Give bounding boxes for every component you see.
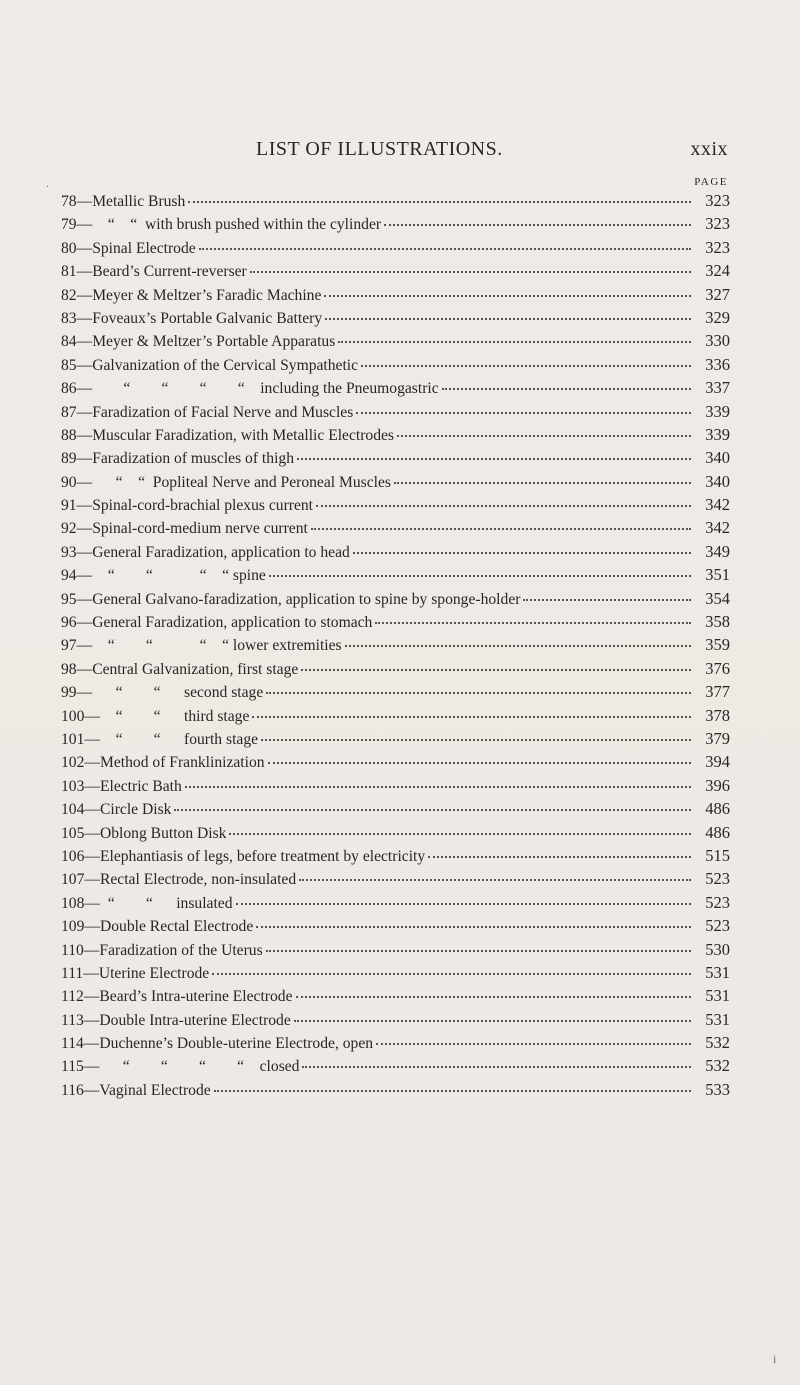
entry-page-number: 523 xyxy=(705,869,730,889)
entry-label: 112—Beard’s Intra-uterine Electrode xyxy=(61,988,293,1006)
dot-leader xyxy=(294,1020,691,1022)
list-item xyxy=(61,1080,730,1103)
entry-label: 98—Central Galvanization, first stage xyxy=(61,660,299,678)
dot-leader xyxy=(297,458,691,460)
list-item xyxy=(61,659,730,682)
entry-page-number: 337 xyxy=(705,378,730,398)
entry-page-number: 523 xyxy=(705,892,730,912)
entry-label: 86— “ “ “ “ including the Pneumogastric xyxy=(61,380,439,398)
list-item xyxy=(61,214,730,237)
entry-label: 103—Electric Bath xyxy=(61,777,182,795)
entry-label: 114—Duchenne’s Double-uterine Electrode, open xyxy=(61,1035,374,1053)
dot-leader xyxy=(299,879,691,881)
dot-leader xyxy=(353,552,691,554)
entry-label: 90— “ “ Popliteal Nerve and Peroneal Muscles xyxy=(61,473,391,491)
entry-label: 81—Beard’s Current-reverser xyxy=(61,263,247,281)
entry-label: 82—Meyer & Meltzer’s Faradic Machine xyxy=(61,286,322,304)
list-item xyxy=(61,916,730,939)
entry-label: 110—Faradization of the Uterus xyxy=(61,941,263,959)
entry-label: 111—Uterine Electrode xyxy=(61,964,210,982)
list-item xyxy=(61,448,730,471)
entry-page-number: 359 xyxy=(705,635,730,655)
entry-page-number: 515 xyxy=(705,845,730,865)
entry-page-number: 533 xyxy=(705,1079,730,1099)
entry-label: 101— “ “ fourth stage xyxy=(61,730,259,748)
entry-label: 79— “ “ with brush pushed within the cylinder xyxy=(61,216,382,234)
entry-label: 106—Elephantiasis of legs, before treatment by electricity xyxy=(61,847,426,865)
dot-leader xyxy=(394,482,691,484)
entry-page-number: 354 xyxy=(705,588,730,608)
list-item xyxy=(61,355,730,378)
dot-leader xyxy=(356,412,691,414)
entry-page-number: 342 xyxy=(705,495,730,515)
dot-leader xyxy=(375,622,691,624)
dot-leader xyxy=(296,996,692,998)
entry-page-number: 486 xyxy=(705,822,730,842)
list-item xyxy=(61,869,730,892)
entry-page-number: 339 xyxy=(705,424,730,444)
dot-leader xyxy=(212,973,691,975)
entry-page-number: 378 xyxy=(705,705,730,725)
entry-label: 105—Oblong Button Disk xyxy=(61,824,227,842)
entry-page-number: 530 xyxy=(705,939,730,959)
dot-leader xyxy=(199,248,691,250)
page-column-label: PAGE xyxy=(694,176,728,188)
dot-leader xyxy=(345,645,691,647)
entry-label: 78—Metallic Brush xyxy=(61,193,186,210)
entry-page-number: 523 xyxy=(705,916,730,936)
entry-label: 113—Double Intra-uterine Electrode xyxy=(61,1011,291,1029)
entry-page-number: 342 xyxy=(705,518,730,538)
list-item xyxy=(61,682,730,705)
entry-label: 108— “ “ insulated xyxy=(61,894,233,912)
margin-dot: . xyxy=(46,176,49,190)
entry-page-number: 377 xyxy=(705,682,730,702)
entry-page-number: 394 xyxy=(705,752,730,772)
entry-label: 97— “ “ “ “ lower extremities xyxy=(61,637,342,655)
list-item xyxy=(61,495,730,518)
entry-label: 88—Muscular Faradization, with Metallic Electrodes xyxy=(61,426,395,444)
list-item xyxy=(61,542,730,565)
list-item xyxy=(61,1033,730,1056)
entry-page-number: 531 xyxy=(705,962,730,982)
dot-leader xyxy=(188,201,691,203)
entry-label: 84—Meyer & Meltzer’s Portable Apparatus xyxy=(61,333,336,351)
entry-label: 99— “ “ second stage xyxy=(61,684,264,702)
list-item xyxy=(61,308,730,331)
dot-leader xyxy=(523,599,691,601)
list-item xyxy=(61,285,730,308)
dot-leader xyxy=(361,365,691,367)
entry-page-number: 323 xyxy=(705,191,730,210)
dot-leader xyxy=(311,528,691,530)
entry-page-number: 340 xyxy=(705,448,730,468)
list-item xyxy=(61,1010,730,1033)
entry-label: 83—Foveaux’s Portable Galvanic Battery xyxy=(61,309,323,327)
entry-page-number: 532 xyxy=(705,1033,730,1053)
entry-page-number: 531 xyxy=(705,1009,730,1029)
dot-leader xyxy=(384,224,691,226)
dot-leader xyxy=(428,856,691,858)
dot-leader xyxy=(185,786,691,788)
list-item xyxy=(61,589,730,612)
entry-label: 115— “ “ “ “ closed xyxy=(61,1058,300,1076)
dot-leader xyxy=(442,388,691,390)
entry-page-number: 323 xyxy=(705,214,730,234)
list-item xyxy=(61,378,730,401)
list-item xyxy=(61,776,730,799)
entry-label: 80—Spinal Electrode xyxy=(61,239,196,257)
dot-leader xyxy=(338,341,691,343)
list-item xyxy=(61,940,730,963)
entry-label: 100— “ “ third stage xyxy=(61,707,250,725)
list-item xyxy=(61,261,730,284)
entry-page-number: 396 xyxy=(705,775,730,795)
dot-leader xyxy=(174,809,691,811)
entry-page-number: 351 xyxy=(705,565,730,585)
entry-label: 96—General Faradization, application to stomach xyxy=(61,614,373,632)
dot-leader xyxy=(256,926,691,928)
entry-page-number: 330 xyxy=(705,331,730,351)
list-item xyxy=(61,846,730,869)
entry-page-number: 324 xyxy=(705,261,730,281)
dot-leader xyxy=(301,669,691,671)
entry-page-number: 349 xyxy=(705,541,730,561)
list-item xyxy=(61,752,730,775)
dot-leader xyxy=(268,762,691,764)
list-item xyxy=(61,425,730,448)
entry-label: 87—Faradization of Facial Nerve and Muscles xyxy=(61,403,354,421)
entry-label: 116—Vaginal Electrode xyxy=(61,1081,211,1099)
dot-leader xyxy=(252,716,691,718)
entry-page-number: 376 xyxy=(705,658,730,678)
entry-page-number: 323 xyxy=(705,237,730,257)
list-item xyxy=(61,799,730,822)
list-item xyxy=(61,635,730,658)
dot-leader xyxy=(229,833,691,835)
entry-label: 109—Double Rectal Electrode xyxy=(61,918,254,936)
entry-page-number: 340 xyxy=(705,471,730,491)
entry-page-number: 329 xyxy=(705,307,730,327)
entry-page-number: 379 xyxy=(705,728,730,748)
entry-page-number: 336 xyxy=(705,354,730,374)
list-item xyxy=(61,1056,730,1079)
dot-leader xyxy=(316,505,691,507)
list-item xyxy=(61,402,730,425)
list-item xyxy=(61,472,730,495)
dot-leader xyxy=(324,295,691,297)
entry-label: 93—General Faradization, application to head xyxy=(61,543,350,561)
page-title: LIST OF ILLUSTRATIONS. xyxy=(256,138,503,160)
page-numeral: xxix xyxy=(690,138,728,160)
list-item xyxy=(61,565,730,588)
list-item xyxy=(61,986,730,1009)
list-item xyxy=(61,331,730,354)
dot-leader xyxy=(214,1090,691,1092)
entry-label: 102—Method of Franklinization xyxy=(61,754,265,772)
dot-leader xyxy=(266,950,691,952)
list-item xyxy=(61,518,730,541)
dot-leader xyxy=(325,318,691,320)
dot-leader xyxy=(376,1043,691,1045)
list-item xyxy=(61,191,730,214)
dot-leader xyxy=(269,575,691,577)
illustration-list xyxy=(61,191,730,1103)
entry-label: 94— “ “ “ “ spine xyxy=(61,567,266,585)
list-item xyxy=(61,706,730,729)
entry-label: 91—Spinal-cord-brachial plexus current xyxy=(61,497,314,515)
dot-leader xyxy=(266,692,691,694)
entry-label: 107—Rectal Electrode, non-insulated xyxy=(61,871,297,889)
list-item xyxy=(61,238,730,261)
entry-label: 95—General Galvano-faradization, application to spine by sponge-holder xyxy=(61,590,521,608)
list-item xyxy=(61,612,730,635)
entry-page-number: 358 xyxy=(705,612,730,632)
running-head xyxy=(256,138,728,161)
dot-leader xyxy=(236,903,691,905)
dot-leader xyxy=(261,739,691,741)
list-item xyxy=(61,963,730,986)
dot-leader xyxy=(250,271,691,273)
dot-leader xyxy=(397,435,691,437)
entry-page-number: 531 xyxy=(705,986,730,1006)
list-item xyxy=(61,893,730,916)
entry-label: 104—Circle Disk xyxy=(61,801,172,819)
entry-label: 92—Spinal-cord-medium nerve current xyxy=(61,520,308,538)
entry-page-number: 486 xyxy=(705,799,730,819)
list-item xyxy=(61,823,730,846)
footer-mark: i xyxy=(773,1352,777,1366)
entry-page-number: 532 xyxy=(705,1056,730,1076)
entry-page-number: 339 xyxy=(705,401,730,421)
dot-leader xyxy=(302,1066,691,1068)
entry-label: 89—Faradization of muscles of thigh xyxy=(61,450,294,468)
list-item xyxy=(61,729,730,752)
entry-label: 85—Galvanization of the Cervical Sympathetic xyxy=(61,356,359,374)
entry-page-number: 327 xyxy=(705,284,730,304)
